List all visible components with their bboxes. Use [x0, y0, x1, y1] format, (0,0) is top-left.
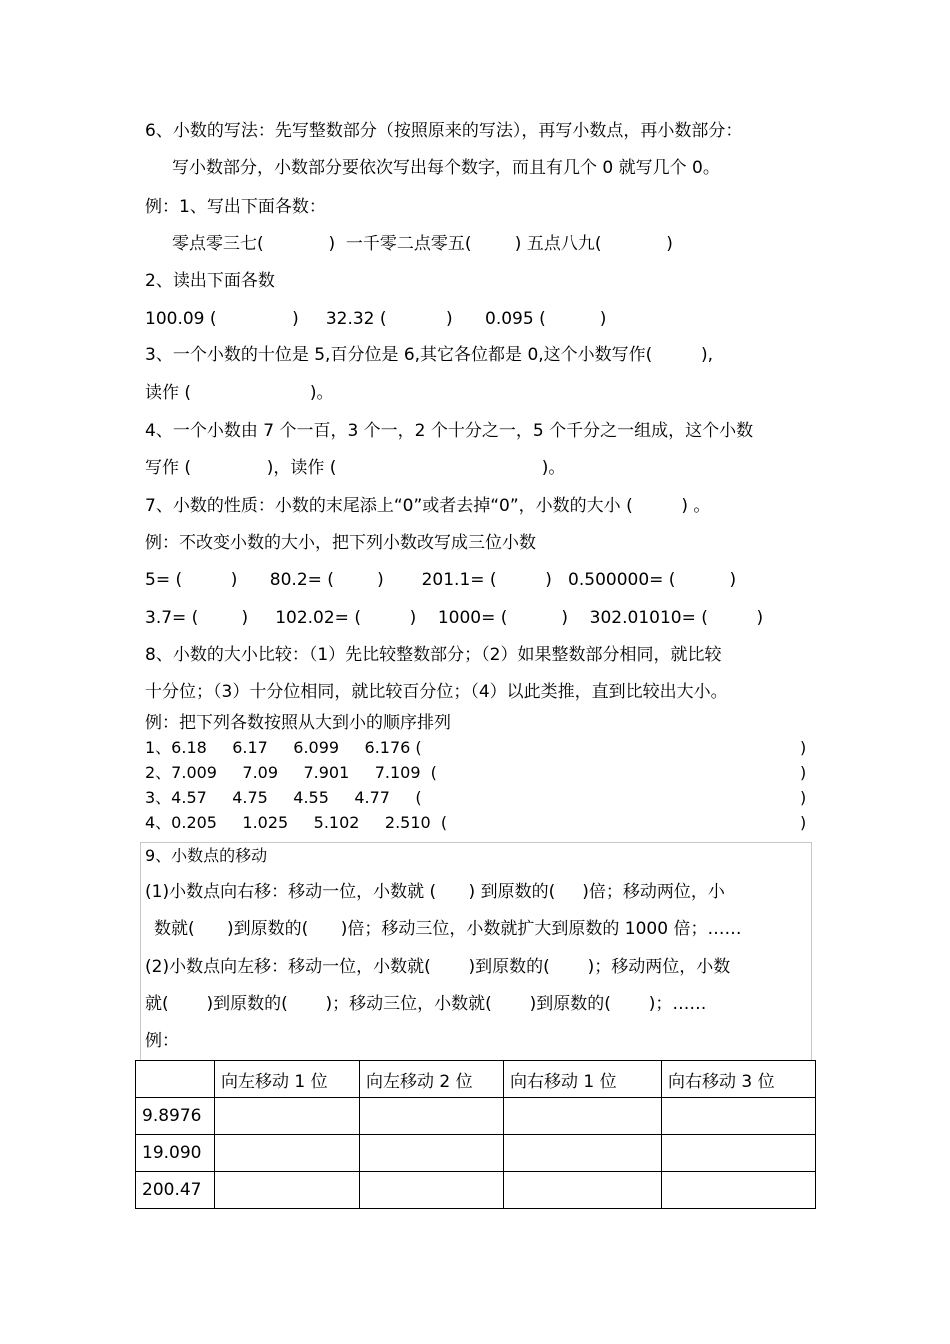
- closing-paren: ): [800, 788, 807, 807]
- text-line: 3、一个小数的十位是 5,百分位是 6,其它各位都是 0,这个小数写作( ),: [145, 345, 713, 365]
- text-line: 例：把下列各数按照从大到小的顺序排列: [145, 713, 451, 733]
- text-line: 十分位；（3）十分位相同，就比较百分位；（4）以此类推，直到比较出大小。: [145, 682, 728, 702]
- answer-cell[interactable]: [215, 1135, 360, 1172]
- answer-cell[interactable]: [504, 1098, 662, 1135]
- text-line: 零点零三七( ) 一千零二点零五( ) 五点八九( ): [172, 234, 673, 254]
- answer-cell[interactable]: [215, 1098, 360, 1135]
- table-row-label: 9.8976: [136, 1098, 215, 1135]
- decimal-move-table: [135, 1060, 816, 1209]
- table-row-label: 200.47: [136, 1172, 215, 1209]
- text-line: 例：1、写出下面各数：: [145, 197, 326, 217]
- text-line: 写小数部分，小数部分要依次写出每个数字，而且有几个 0 就写几个 0。: [172, 158, 720, 178]
- table-row: [136, 1172, 816, 1209]
- answer-cell[interactable]: [360, 1135, 504, 1172]
- text-line: 7、小数的性质：小数的末尾添上“0”或者去掉“0”，小数的大小 ( ) 。: [145, 496, 711, 516]
- text-line: 就( )到原数的( )；移动三位，小数就( )到原数的( )；……: [145, 994, 707, 1014]
- ordering-row: 1、6.18 6.17 6.099 6.176 (: [145, 738, 422, 757]
- closing-paren: ): [800, 763, 807, 782]
- closing-paren: ): [800, 738, 807, 757]
- answer-cell[interactable]: [504, 1135, 662, 1172]
- table-header: 向左移动 2 位: [360, 1061, 504, 1098]
- text-line: 4、一个小数由 7 个一百，3 个一，2 个十分之一，5 个千分之一组成，这个小数: [145, 421, 754, 441]
- text-line: 例：: [145, 1031, 179, 1051]
- section-frame: [140, 842, 812, 1061]
- text-line: 3.7= ( ) 102.02= ( ) 1000= ( ) 302.01010= ( ): [145, 608, 764, 628]
- text-line: (1)小数点向右移：移动一位，小数就 ( ) 到原数的( )倍；移动两位，小: [145, 882, 725, 902]
- table-row: [136, 1098, 816, 1135]
- text-line: 写作 ( )，读作 ( )。: [145, 458, 566, 478]
- answer-cell[interactable]: [215, 1172, 360, 1209]
- text-line: 数就( )到原数的( )倍；移动三位，小数就扩大到原数的 1000 倍；……: [154, 919, 742, 939]
- answer-cell[interactable]: [504, 1172, 662, 1209]
- text-line: 100.09 ( ) 32.32 ( ) 0.095 ( ): [145, 309, 607, 329]
- text-line: 5= ( ) 80.2= ( ) 201.1= ( ) 0.500000= ( ): [145, 570, 737, 590]
- text-line: 8、小数的大小比较：（1）先比较整数部分；（2）如果整数部分相同，就比较: [145, 645, 722, 665]
- answer-cell[interactable]: [662, 1172, 816, 1209]
- table-header: [136, 1061, 215, 1098]
- ordering-row: 2、7.009 7.09 7.901 7.109 (: [145, 763, 437, 782]
- text-line: (2)小数点向左移：移动一位，小数就( )到原数的( )；移动两位，小数: [145, 957, 731, 977]
- text-line: 2、读出下面各数: [145, 271, 275, 291]
- table-header: 向左移动 1 位: [215, 1061, 360, 1098]
- text-line: 例：不改变小数的大小，把下列小数改写成三位小数: [145, 533, 536, 553]
- table-header: 向右移动 1 位: [504, 1061, 662, 1098]
- table-header-row: [136, 1061, 816, 1098]
- answer-cell[interactable]: [360, 1172, 504, 1209]
- closing-paren: ): [800, 813, 807, 832]
- text-line: 6、小数的写法：先写整数部分（按照原来的写法），再写小数点，再小数部分：: [145, 121, 743, 141]
- text-line: 9、小数点的移动: [145, 846, 268, 865]
- ordering-row: 4、0.205 1.025 5.102 2.510 (: [145, 813, 448, 832]
- answer-cell[interactable]: [662, 1135, 816, 1172]
- answer-cell[interactable]: [360, 1098, 504, 1135]
- table-row: [136, 1135, 816, 1172]
- answer-cell[interactable]: [662, 1098, 816, 1135]
- ordering-row: 3、4.57 4.75 4.55 4.77 (: [145, 788, 422, 807]
- table-row-label: 19.090: [136, 1135, 215, 1172]
- text-line: 读作 ( )。: [145, 383, 334, 403]
- table-header: 向右移动 3 位: [662, 1061, 816, 1098]
